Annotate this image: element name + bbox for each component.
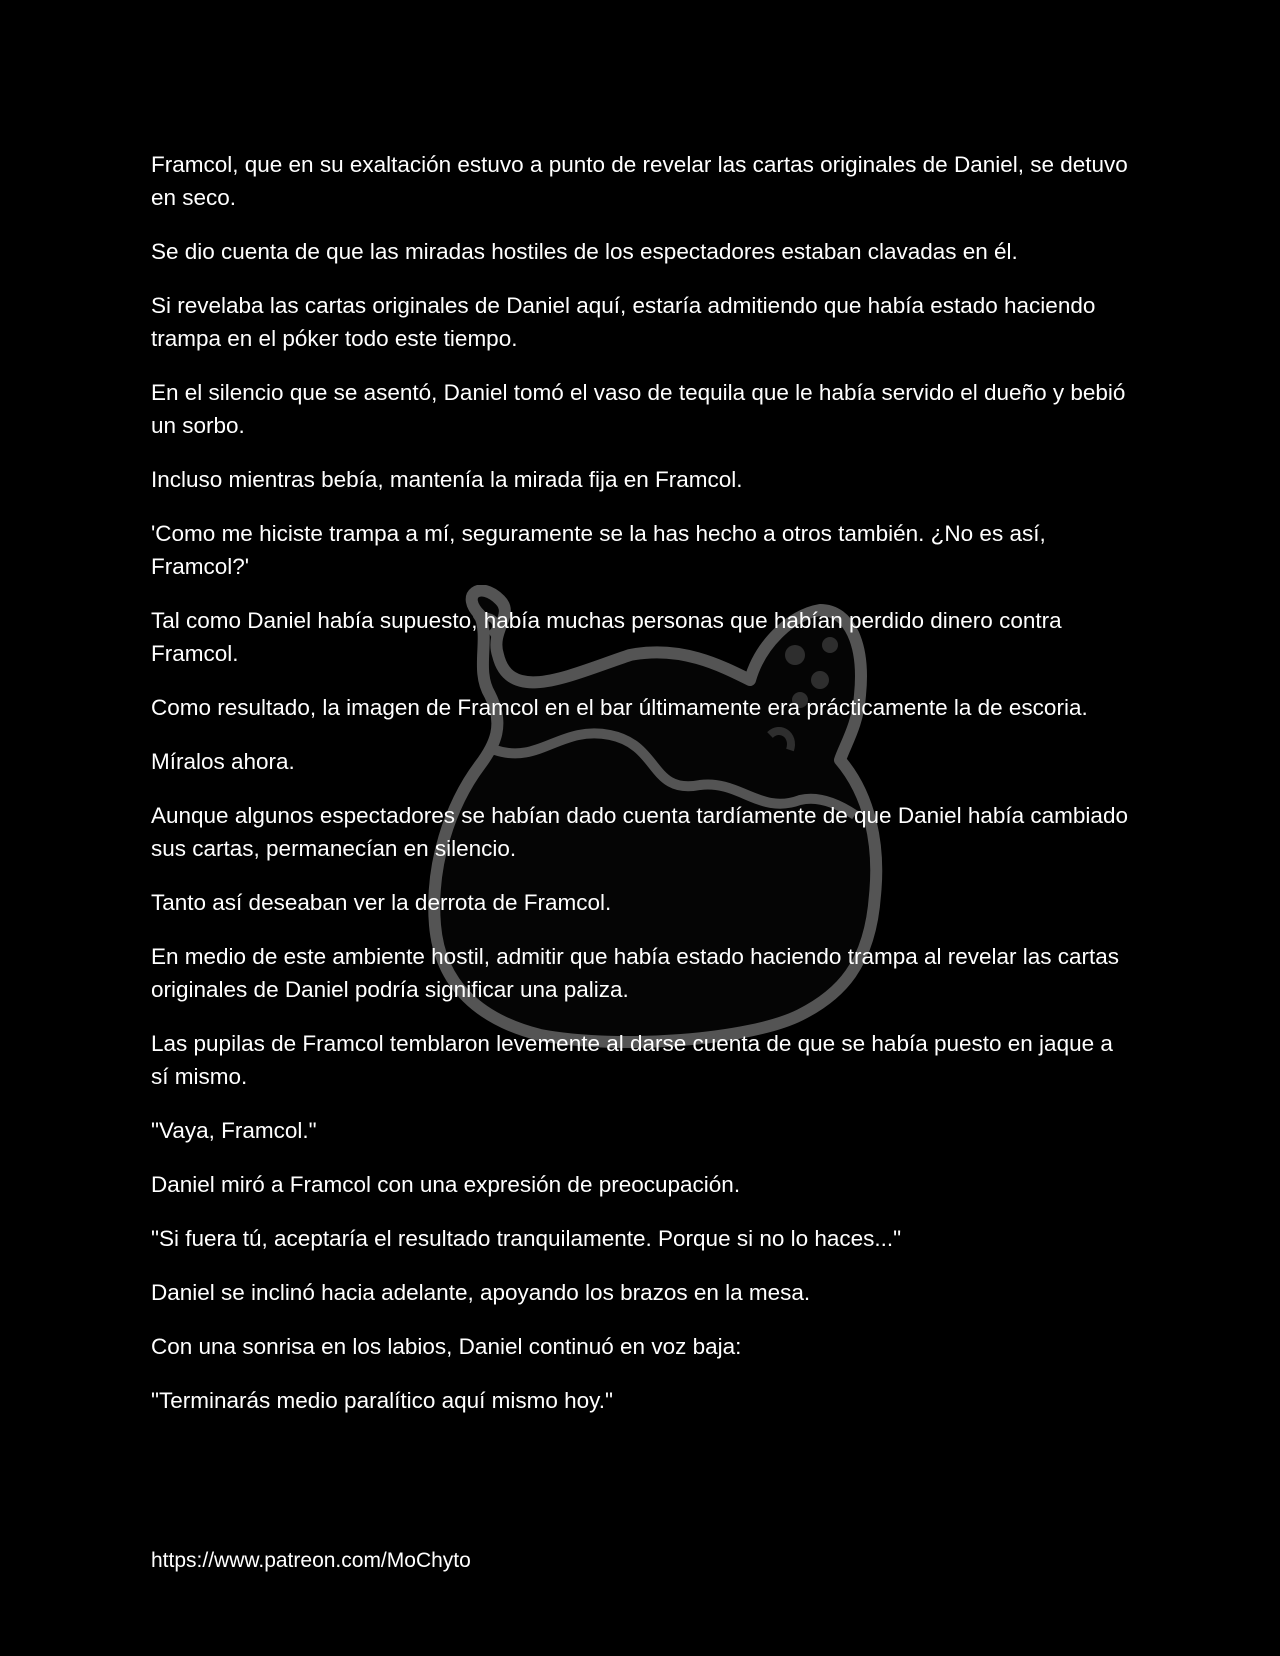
paragraph: "Si fuera tú, aceptaría el resultado tranquilamente. Porque si no lo haces..." xyxy=(151,1226,902,1251)
paragraph: Tal como Daniel había supuesto, había muchas personas que habían perdido dinero contra Framcol. xyxy=(151,608,1062,666)
paragraph: "Terminarás medio paralítico aquí mismo hoy." xyxy=(151,1388,613,1413)
paragraph: En medio de este ambiente hostil, admitir que había estado haciendo trampa al revelar las cartas originales de Daniel podría significar una paliza. xyxy=(151,944,1120,1002)
paragraph: "Vaya, Framcol." xyxy=(151,1118,317,1143)
paragraph: Se dio cuenta de que las miradas hostiles de los espectadores estaban clavadas en él. xyxy=(151,239,1018,264)
paragraph: Las pupilas de Framcol temblaron levemente al darse cuenta de que se había puesto en jaque a sí mismo. xyxy=(151,1031,1113,1089)
paragraph: Míralos ahora. xyxy=(151,749,295,774)
paragraph: Con una sonrisa en los labios, Daniel continuó en voz baja: xyxy=(151,1334,742,1359)
story-text xyxy=(151,148,1136,1438)
paragraph: En el silencio que se asentó, Daniel tomó el vaso de tequila que le había servido el dueño y bebió un sorbo. xyxy=(151,380,1126,438)
paragraph: Daniel miró a Framcol con una expresión de preocupación. xyxy=(151,1172,741,1197)
paragraph: Daniel se inclinó hacia adelante, apoyando los brazos en la mesa. xyxy=(151,1280,811,1305)
paragraph: Incluso mientras bebía, mantenía la mirada fija en Framcol. xyxy=(151,467,743,492)
paragraph: 'Como me hiciste trampa a mí, seguramente se la has hecho a otros también. ¿No es así, Framcol?' xyxy=(151,521,1046,579)
paragraph: Framcol, que en su exaltación estuvo a punto de revelar las cartas originales de Daniel, se detuvo en seco. xyxy=(151,152,1128,210)
paragraph: Aunque algunos espectadores se habían dado cuenta tardíamente de que Daniel había cambiado sus cartas, permanecían en silencio. xyxy=(151,803,1128,861)
patreon-link[interactable]: https://www.patreon.com/MoChyto xyxy=(151,1549,471,1572)
paragraph: Tanto así deseaban ver la derrota de Framcol. xyxy=(151,890,612,915)
paragraph: Si revelaba las cartas originales de Daniel aquí, estaría admitiendo que había estado haciendo trampa en el póker todo este tiempo. xyxy=(151,293,1096,351)
paragraph: Como resultado, la imagen de Framcol en el bar últimamente era prácticamente la de escoria. xyxy=(151,695,1088,720)
